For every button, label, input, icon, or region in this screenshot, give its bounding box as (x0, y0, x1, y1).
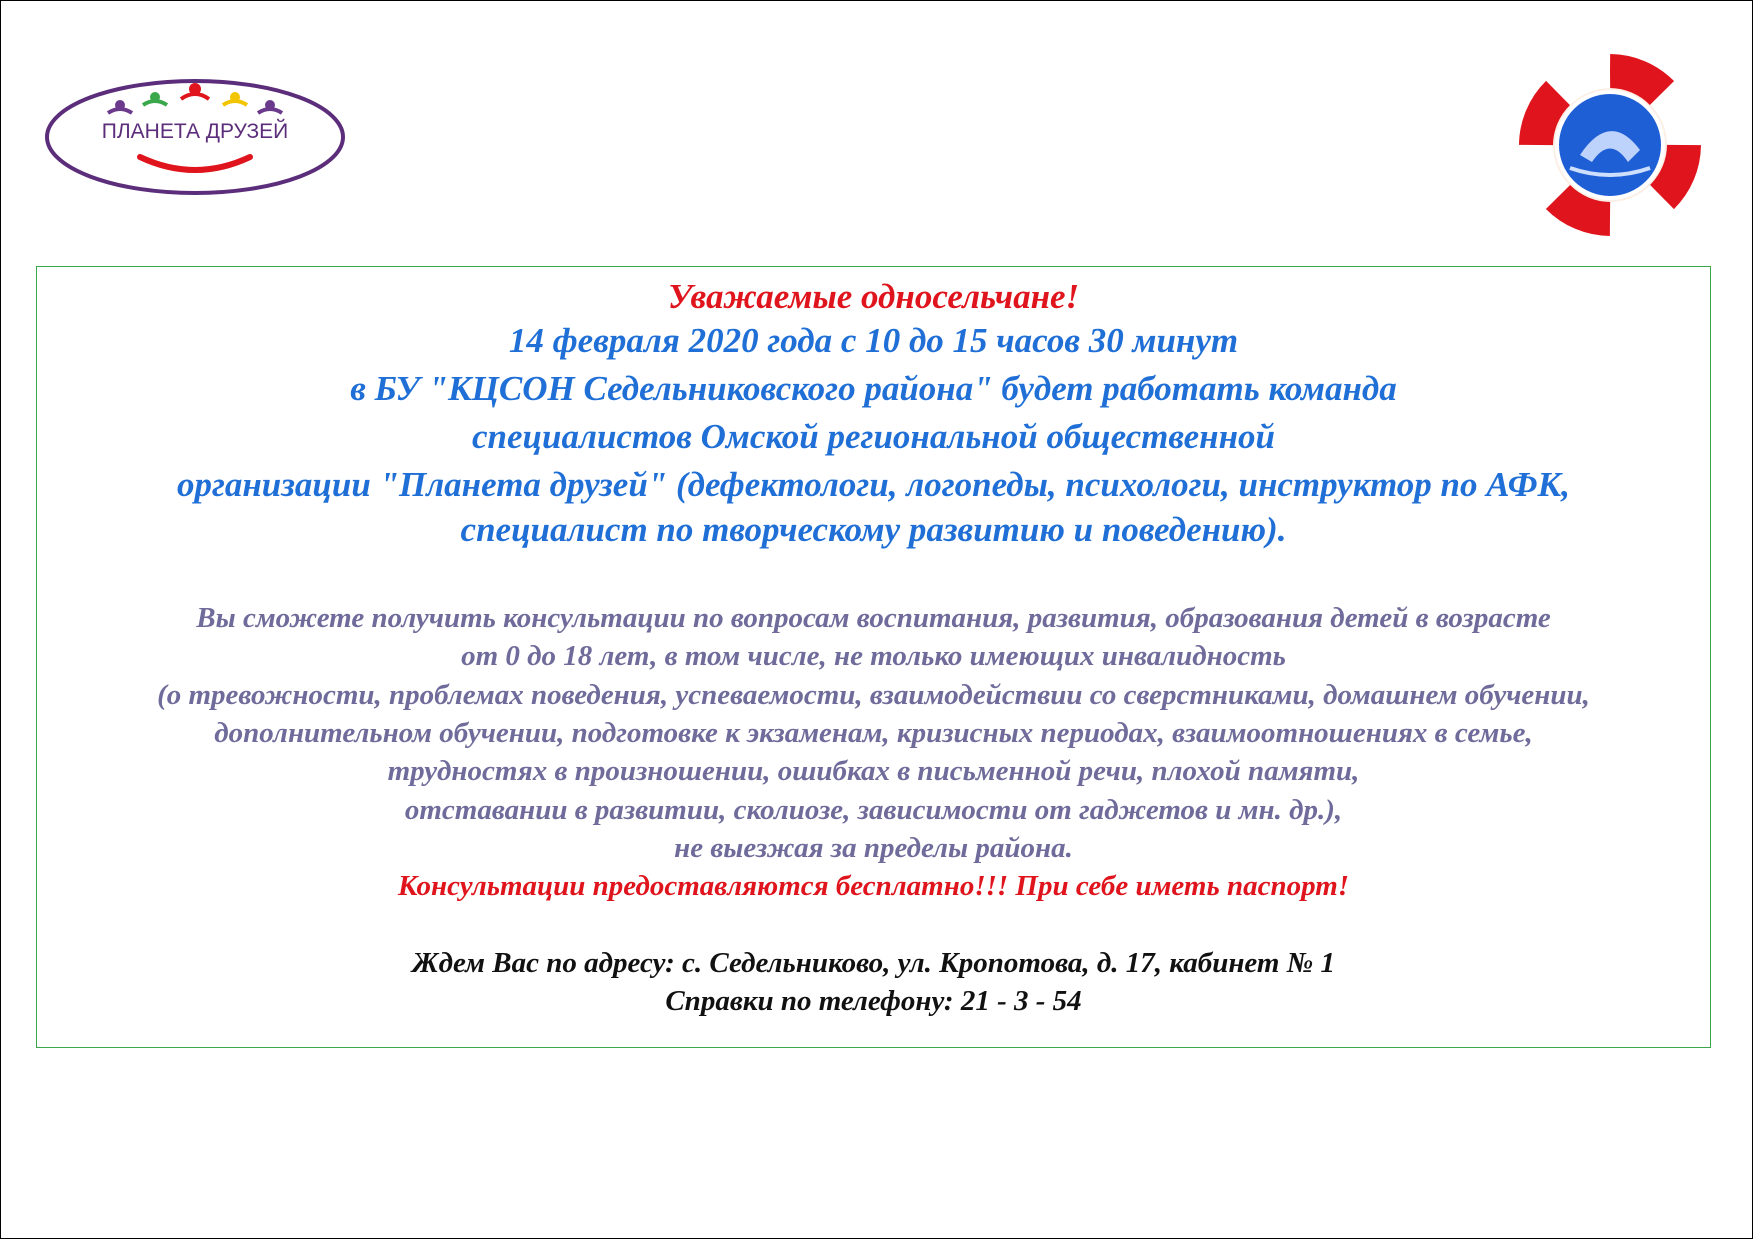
notice-line-5: специалист по творческому развитию и поведению). (460, 510, 1287, 549)
body-line-4: дополнительном обучении, подготовке к экзаменам, кризисных периодах, взаимоотношениях в семье, (214, 717, 1533, 749)
greeting: Уважаемые односельчане! (667, 277, 1080, 316)
life-buoy-logo (1510, 50, 1710, 240)
notice-line-2: в БУ "КЦСОН Седельниковского района" будет работать команда (350, 369, 1397, 408)
body-line-6: отставании в развитии, сколиозе, зависимости от гаджетов и мн. др.), (404, 794, 1343, 826)
phone: Справки по телефону: 21 - 3 - 54 (665, 985, 1082, 1017)
notice-line-3: специалистов Омской региональной общественной (472, 417, 1275, 456)
body-line-1: Вы сможете получить консультации по вопросам воспитания, развития, образования детей в возрасте (196, 602, 1551, 634)
planeta-druzey-logo (40, 75, 350, 200)
free-note: Консультации предоставляются бесплатно!!! При себе иметь паспорт! (397, 870, 1350, 902)
address: Ждем Вас по адресу: с. Седельниково, ул. Кропотова, д. 17, кабинет № 1 (411, 947, 1336, 979)
notice-box (36, 266, 1711, 1048)
notice-line-4: организации "Планета друзей" (дефектологи, логопеды, психологи, инструктор по АФК, (176, 465, 1571, 504)
body-line-5: трудностях в произношении, ошибках в письменной речи, плохой памяти, (387, 755, 1360, 787)
smile-icon (140, 157, 250, 170)
body-line-2: от 0 до 18 лет, в том числе, не только имеющих инвалидность (461, 640, 1286, 672)
body-line-7: не выезжая за пределы района. (674, 832, 1073, 864)
date-line: 14 февраля 2020 года с 10 до 15 часов 30 минут (508, 321, 1239, 360)
logo-left-text: ПЛАНЕТА ДРУЗЕЙ (101, 120, 289, 143)
body-line-3: (о тревожности, проблемах поведения, успеваемости, взаимодействии со сверстниками, домашнем обучении, (157, 679, 1590, 711)
